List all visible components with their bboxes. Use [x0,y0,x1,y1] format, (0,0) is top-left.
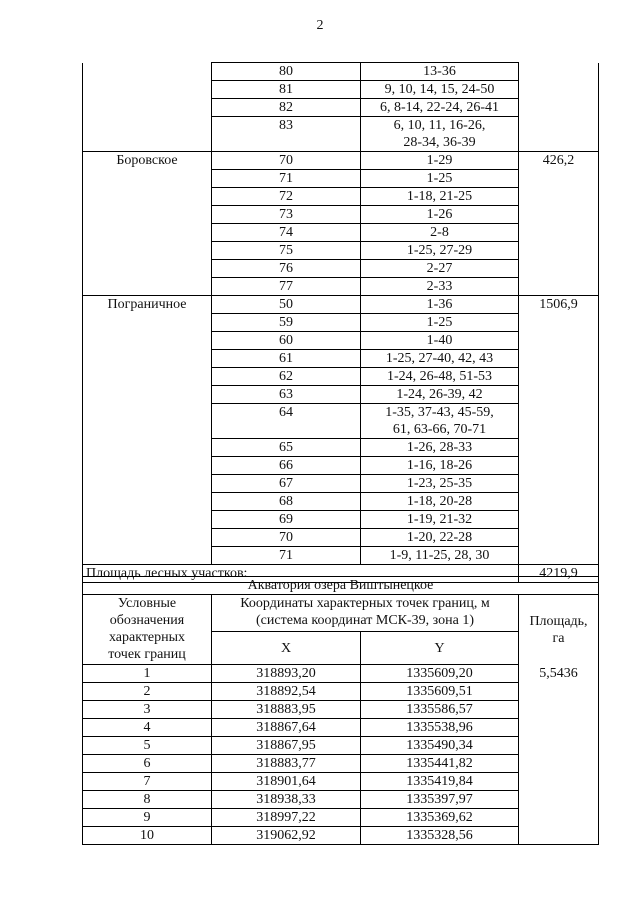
point-y: 1335397,97 [361,791,519,809]
area-cell [519,719,599,737]
vydely-line: 1-18, 20-28 [406,494,473,509]
kvartal-number: 72 [212,188,361,206]
forestry-name-cell [83,350,212,368]
table-row [83,773,599,791]
vydely-list [361,99,519,117]
lake-title-row [83,577,599,595]
forestry-area-cell [519,117,599,152]
vydely-list [361,170,519,188]
point-y: 1335609,51 [361,683,519,701]
forest-plots-table [82,62,599,583]
area-header [519,595,599,665]
lake-header-row-1 [83,595,599,632]
area-cell [519,755,599,773]
point-y: 1335490,34 [361,737,519,755]
forestry-area-cell [519,439,599,457]
forestry-area-cell [519,170,599,188]
point-y: 1335538,96 [361,719,519,737]
vydely-line: 1-26 [426,207,453,222]
table-row [83,296,599,314]
vydely-list [361,206,519,224]
vydely-line: 2-27 [426,261,453,276]
vydely-line: 1-40 [426,333,453,348]
forestry-name-cell [83,386,212,404]
header-line: (система координат МСК-39, зона 1) [256,613,474,628]
table-row [83,475,599,493]
kvartal-number: 71 [212,170,361,188]
kvartal-number: 70 [212,529,361,547]
forestry-area-cell [519,260,599,278]
vydely-list [361,296,519,314]
vydely-list [361,457,519,475]
table-row [83,350,599,368]
vydely-line: 28-34, 36-39 [403,135,476,150]
point-number: 9 [83,809,212,827]
table-row [83,242,599,260]
forestry-name-cell [83,314,212,332]
forestry-name-cell [83,332,212,350]
table-row [83,386,599,404]
kvartal-number: 71 [212,547,361,565]
vydely-list [361,278,519,296]
forestry-name-cell [83,278,212,296]
kvartal-number: 66 [212,457,361,475]
vydely-line: 13-36 [423,64,456,79]
point-number: 10 [83,827,212,845]
forestry-area-cell [519,99,599,117]
table-row [83,206,599,224]
header-line: Условные [117,596,177,611]
vydely-list [361,368,519,386]
kvartal-number: 82 [212,99,361,117]
point-number: 8 [83,791,212,809]
forestry-area-cell [519,404,599,439]
point-y: 1335419,84 [361,773,519,791]
area-cell [519,827,599,845]
vydely-list [361,439,519,457]
vydely-line: 1-24, 26-39, 42 [396,387,483,402]
forestry-name-cell [83,260,212,278]
point-y: 1335609,20 [361,665,519,683]
vydely-line: 2-33 [426,279,453,294]
vydely-line: 1-25 [426,171,453,186]
kvartal-number: 50 [212,296,361,314]
vydely-list [361,529,519,547]
point-number: 7 [83,773,212,791]
forestry-name-cell [83,404,212,439]
vydely-line: 1-29 [426,153,453,168]
table-row [83,278,599,296]
forestry-name-cell [83,368,212,386]
table-row [83,99,599,117]
table-row [83,737,599,755]
forestry-name-cell [83,457,212,475]
area-cell [519,701,599,719]
forestry-area-cell [519,511,599,529]
vydely-line: 2-8 [430,225,449,240]
forestry-area-cell [519,242,599,260]
vydely-line: 1-16, 18-26 [406,458,473,473]
x-header: X [212,632,361,665]
vydely-line: 61, 63-66, 70-71 [392,422,487,437]
kvartal-number: 60 [212,332,361,350]
kvartal-number: 61 [212,350,361,368]
header-line: Координаты характерных точек границ, м [240,596,490,611]
coordinates-header [212,595,519,632]
forestry-name-cell [83,170,212,188]
vydely-line: 1-25, 27-40, 42, 43 [385,351,494,366]
table-row [83,701,599,719]
area-cell [519,773,599,791]
forestry-area: 1506,9 [519,296,599,314]
forestry-name-cell [83,81,212,99]
forestry-name-cell [83,224,212,242]
table-row [83,827,599,845]
table-row [83,224,599,242]
point-x: 318883,95 [212,701,361,719]
table-row [83,170,599,188]
kvartal-number: 62 [212,368,361,386]
point-x: 318938,33 [212,791,361,809]
forestry-name-cell [83,188,212,206]
point-number: 4 [83,719,212,737]
vydely-list [361,314,519,332]
forestry-name: Пограничное [83,296,212,314]
kvartal-number: 63 [212,386,361,404]
forestry-area-cell [519,529,599,547]
vydely-list [361,188,519,206]
forestry-name [83,63,212,81]
point-x: 318893,20 [212,665,361,683]
lake-coordinates-table [82,576,599,845]
table-row [83,457,599,475]
point-number-header [83,595,212,665]
kvartal-number: 75 [212,242,361,260]
forestry-area [519,63,599,81]
header-line: точек границ [108,647,186,662]
forestry-name-cell [83,493,212,511]
table-row [83,809,599,827]
table-row [83,493,599,511]
forestry-area-cell [519,350,599,368]
point-y: 1335328,56 [361,827,519,845]
vydely-list [361,547,519,565]
vydely-line: 1-19, 21-32 [406,512,473,527]
vydely-list [361,81,519,99]
table-row [83,81,599,99]
vydely-line: 1-25, 27-29 [406,243,473,258]
vydely-list [361,511,519,529]
forestry-name-cell [83,547,212,565]
vydely-line: 1-24, 26-48, 51-53 [387,369,492,384]
table-row [83,439,599,457]
forestry-name-cell [83,439,212,457]
table-row [83,719,599,737]
vydely-list [361,475,519,493]
forestry-area-cell [519,493,599,511]
table-row [83,260,599,278]
kvartal-number: 77 [212,278,361,296]
point-number: 5 [83,737,212,755]
forestry-area-cell [519,206,599,224]
forestry-name-cell [83,117,212,152]
kvartal-number: 68 [212,493,361,511]
vydely-list [361,386,519,404]
vydely-list [361,242,519,260]
area-cell [519,791,599,809]
point-x: 318892,54 [212,683,361,701]
header-line: обозначения [109,613,185,628]
kvartal-number: 73 [212,206,361,224]
vydely-list [361,404,519,439]
point-number: 1 [83,665,212,683]
point-x: 318883,77 [212,755,361,773]
vydely-line: 1-9, 11-25, 28, 30 [389,548,490,563]
kvartal-number: 83 [212,117,361,152]
kvartal-number: 74 [212,224,361,242]
table-row [83,332,599,350]
point-x: 318867,64 [212,719,361,737]
forestry-area-cell [519,314,599,332]
vydely-list [361,260,519,278]
point-y: 1335441,82 [361,755,519,773]
forestry-area-cell [519,278,599,296]
header-line: Площадь, [529,613,588,629]
forestry-area-cell [519,188,599,206]
table-row [83,755,599,773]
header-line: характерных [108,630,186,645]
kvartal-number: 70 [212,152,361,170]
forestry-area-cell [519,81,599,99]
vydely-line: 6, 10, 11, 16-26, [393,118,486,133]
point-x: 318867,95 [212,737,361,755]
area-cell [519,809,599,827]
point-y: 1335369,62 [361,809,519,827]
forestry-area-cell [519,332,599,350]
forestry-name-cell [83,529,212,547]
vydely-list [361,224,519,242]
total-value: 4219,9 [519,565,599,583]
point-x: 318901,64 [212,773,361,791]
forestry-name-cell [83,511,212,529]
vydely-line: 1-25 [426,315,453,330]
kvartal-number: 64 [212,404,361,439]
vydely-line: 1-26, 28-33 [406,440,473,455]
lake-title: Акватория озера Виштынецкое [83,577,599,595]
table-row [83,791,599,809]
table-row [83,529,599,547]
point-number: 2 [83,683,212,701]
table-row [83,683,599,701]
kvartal-number: 81 [212,81,361,99]
forestry-name-cell [83,99,212,117]
vydely-line: 6, 8-14, 22-24, 26-41 [380,100,499,115]
forestry-area-cell [519,368,599,386]
area-value: 5,5436 [519,665,599,683]
forestry-name: Боровское [83,152,212,170]
vydely-line: 1-36 [426,297,453,312]
forestry-name-cell [83,242,212,260]
kvartal-number: 65 [212,439,361,457]
kvartal-number: 76 [212,260,361,278]
header-line: га [552,630,565,646]
vydely-list [361,493,519,511]
forestry-area-cell [519,457,599,475]
forestry-name-cell [83,206,212,224]
table-row [83,314,599,332]
y-header: Y [361,632,519,665]
forestry-area-cell [519,547,599,565]
point-number: 6 [83,755,212,773]
table-row [83,404,599,439]
forestry-area-cell [519,475,599,493]
vydely-list [361,332,519,350]
forestry-area-cell [519,386,599,404]
forestry-name-cell [83,475,212,493]
area-cell [519,737,599,755]
area-cell [519,683,599,701]
forestry-area: 426,2 [519,152,599,170]
vydely-list [361,117,519,152]
vydely-line: 1-23, 25-35 [406,476,473,491]
kvartal-number: 69 [212,511,361,529]
table-row [83,152,599,170]
table-row [83,63,599,81]
kvartal-number: 80 [212,63,361,81]
vydely-list [361,63,519,81]
vydely-line: 1-18, 21-25 [406,189,473,204]
table-row [83,188,599,206]
vydely-line: 1-35, 37-43, 45-59, [385,405,494,420]
page-number: 2 [316,18,324,33]
forestry-area-cell [519,224,599,242]
kvartal-number: 59 [212,314,361,332]
vydely-line: 9, 10, 14, 15, 24-50 [384,82,495,97]
vydely-list [361,152,519,170]
vydely-line: 1-20, 22-28 [406,530,473,545]
kvartal-number: 67 [212,475,361,493]
point-x: 318997,22 [212,809,361,827]
table-row [83,665,599,683]
point-y: 1335586,57 [361,701,519,719]
table-row [83,368,599,386]
vydely-list [361,350,519,368]
table-row [83,547,599,565]
point-x: 319062,92 [212,827,361,845]
total-label: Площадь лесных участков: [83,565,519,583]
table-row [83,511,599,529]
table-row [83,117,599,152]
point-number: 3 [83,701,212,719]
